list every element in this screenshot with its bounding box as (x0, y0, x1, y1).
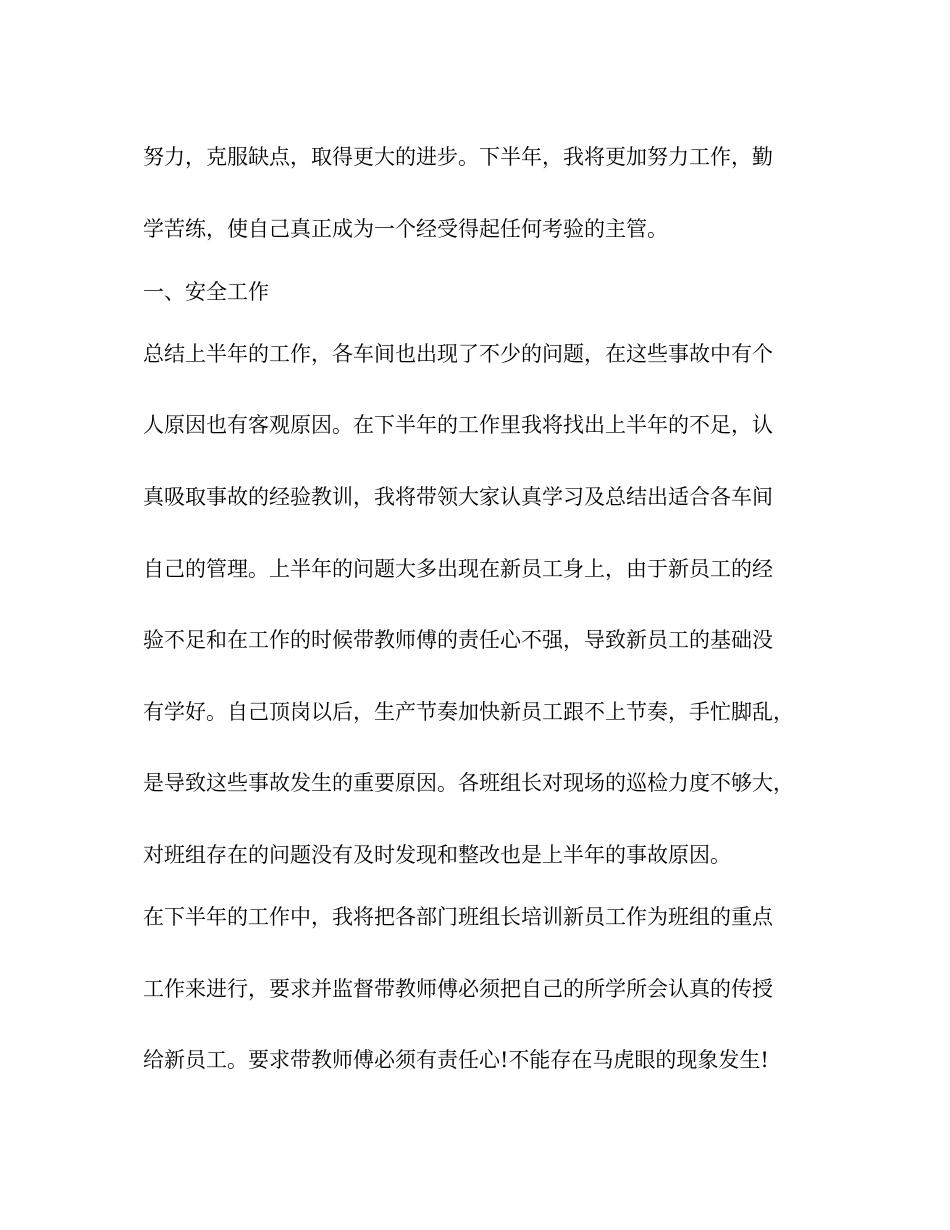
body-text-line: 是导致这些事故发生的重要原因。各班组长对现场的巡检力度不够大， (143, 771, 794, 795)
body-text-line: 给新员工。要求带教师傅必须有责任心!不能存在马虎眼的现象发生! (143, 1048, 769, 1072)
body-text-line: 有学好。自己顶岗以后，生产节奏加快新员工跟不上节奏，手忙脚乱， (143, 700, 794, 724)
body-text-line: 工作来进行，要求并监督带教师傅必须把自己的所学所会认真的传授 (143, 977, 773, 1001)
body-text-line: 对班组存在的问题没有及时发现和整改也是上半年的事故原因。 (143, 843, 731, 867)
section-heading: 一、安全工作 (143, 280, 269, 304)
body-text-line: 学苦练，使自己真正成为一个经受得起任何考验的主管。 (143, 217, 668, 241)
body-text-line: 在下半年的工作中，我将把各部门班组长培训新员工作为班组的重点 (143, 905, 773, 929)
body-text-line: 总结上半年的工作，各车间也出现了不少的问题，在这些事故中有个 (143, 342, 773, 366)
body-text-line: 验不足和在工作的时候带教师傅的责任心不强，导致新员工的基础没 (143, 628, 773, 652)
body-text-line: 真吸取事故的经验教训，我将带领大家认真学习及总结出适合各车间 (143, 485, 773, 509)
body-text-line: 自己的管理。上半年的问题大多出现在新员工身上，由于新员工的经 (143, 557, 773, 581)
body-text-line: 人原因也有客观原因。在下半年的工作里我将找出上半年的不足，认 (143, 413, 773, 437)
body-text-line: 努力，克服缺点，取得更大的进步。下半年，我将更加努力工作，勤 (143, 145, 773, 169)
